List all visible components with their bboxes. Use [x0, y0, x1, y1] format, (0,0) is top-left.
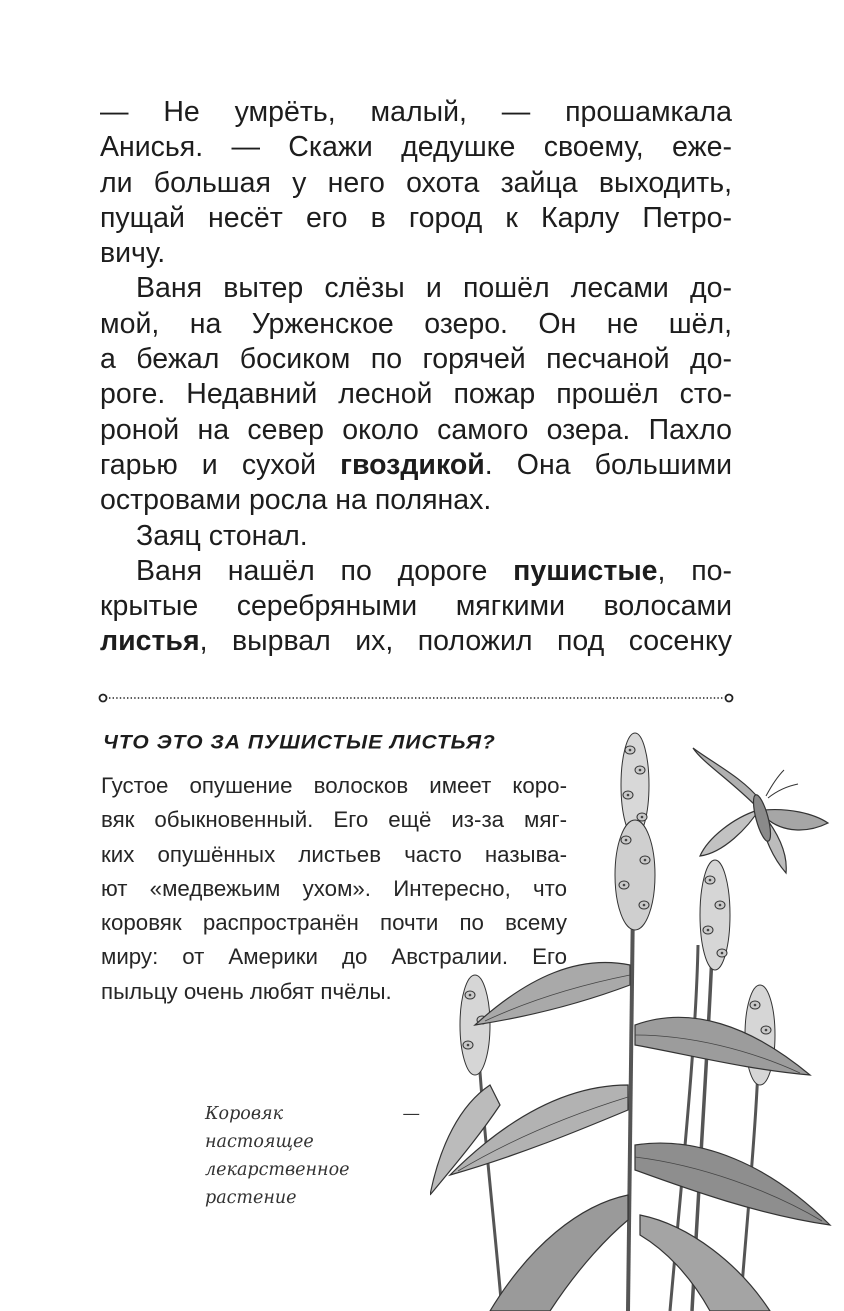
- main-text: [100, 95, 732, 660]
- text-segment: , вырвал их, положил под сосенку: [199, 625, 732, 658]
- info-line: коровяк распространён почти по всему: [101, 910, 567, 936]
- text-line: а бежал босиком по горячей песчаной до-: [100, 343, 732, 376]
- bold-term-pushistye: пушистые: [513, 554, 658, 587]
- text-line: — Не умрёть, малый, — прошамкала: [100, 96, 732, 128]
- text-line: Ваня вытер слёзы и пошёл лесами до-: [136, 272, 732, 305]
- info-box-title: ЧТО ЭТО ЗА ПУШИСТЫЕ ЛИСТЬЯ?: [103, 731, 496, 754]
- text-line: вичу.: [100, 237, 166, 270]
- text-line: Заяц стонал.: [136, 519, 308, 552]
- text-line: [100, 554, 732, 589]
- info-line: миру: от Америки до Австралии. Его: [101, 944, 567, 970]
- illustration-caption: [205, 1100, 420, 1212]
- info-line: ют «медвежьим ухом». Интересно, что: [101, 875, 567, 901]
- text-segment: , по-: [657, 554, 732, 587]
- caption-line: лекарственное растение: [205, 1160, 350, 1208]
- text-line: пущай несёт его в город к Карлу Петро-: [100, 201, 732, 234]
- text-line: роной на север около самого озера. Пахло: [100, 413, 732, 446]
- text-segment: гарью и сухой: [100, 448, 341, 481]
- text-line: крытые серебряными мягкими волосами: [100, 590, 732, 623]
- text-line: ли большая у него охота зайца выходить,: [100, 166, 732, 199]
- text-segment: Ваня нашёл по дороге: [136, 554, 514, 587]
- bold-term-gvozdika: гвоздикой: [340, 448, 485, 481]
- text-line: островами росла на полянах.: [100, 484, 492, 517]
- info-line: Густое опушение волосков имеет коро-: [101, 773, 567, 798]
- info-line: вяк обыкновенный. Его ещё из-за мяг-: [101, 807, 567, 833]
- dotted-divider: [98, 692, 734, 704]
- info-line: ких опушённых листьев часто называ-: [101, 841, 567, 867]
- text-line: [100, 624, 732, 659]
- text-segment: . Она большими: [484, 448, 732, 481]
- caption-line: Коровяк — настоящее: [205, 1104, 420, 1152]
- text-line: роге. Недавний лесной пожар прошёл сто-: [100, 378, 732, 411]
- text-line: Анисья. — Скажи дедушке своему, еже-: [100, 131, 732, 164]
- moth-illustration: [688, 738, 830, 880]
- info-line: пыльцу очень любят пчёлы.: [101, 978, 392, 1004]
- text-line: [100, 448, 732, 483]
- text-line: мой, на Урженское озеро. Он не шёл,: [100, 307, 732, 340]
- bold-term-listya: листья: [100, 625, 200, 658]
